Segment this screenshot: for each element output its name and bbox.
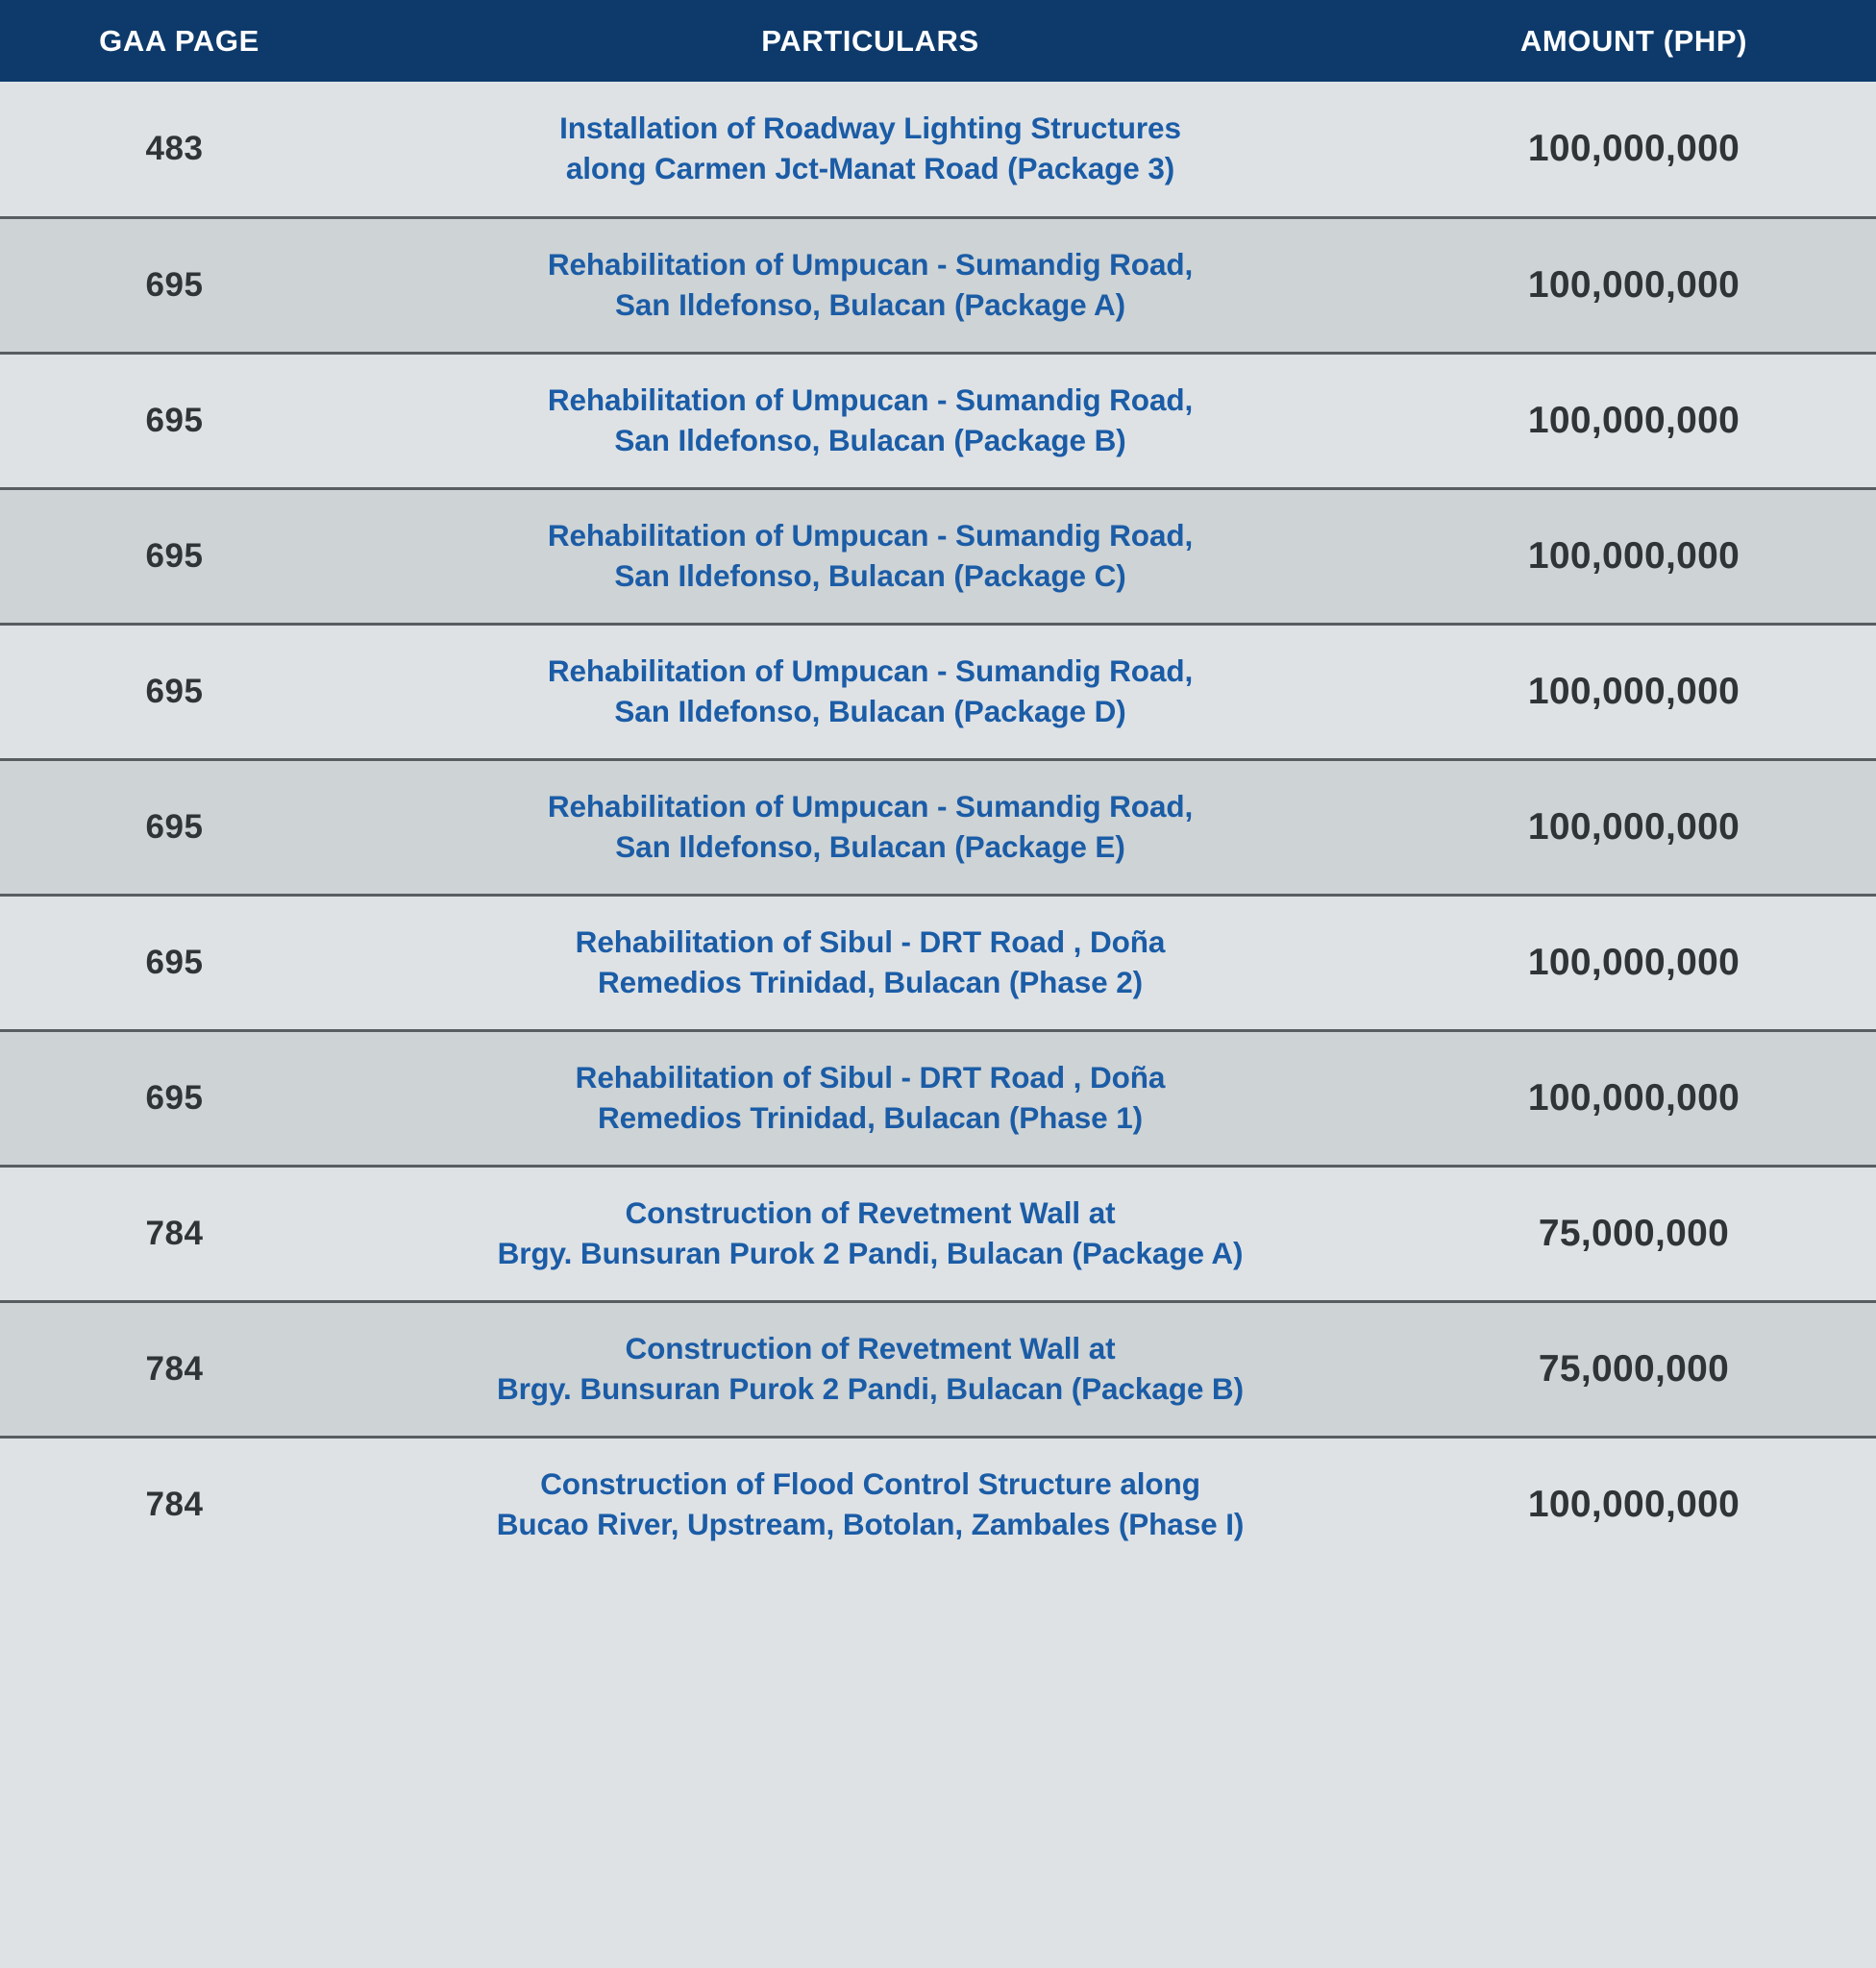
cell-amount: 75,000,000 (1538, 1347, 1730, 1390)
cell-amount: 100,000,000 (1527, 263, 1740, 306)
table-row (0, 353, 1876, 488)
particulars-line-2: San Ildefonso, Bulacan (Package E) (615, 828, 1125, 864)
cell-particulars (349, 1030, 1392, 1166)
cell-gaa-page: 483 (145, 129, 204, 167)
cell-gaa-page: 695 (145, 1078, 204, 1117)
cell-amount: 100,000,000 (1527, 1484, 1740, 1526)
particulars-line-1: Construction of Flood Control Structure along (540, 1466, 1200, 1502)
cell-gaa-page: 695 (145, 265, 204, 304)
column-header-gaa-page: GAA PAGE (99, 23, 259, 58)
cell-amount: 100,000,000 (1527, 534, 1740, 577)
cell-particulars (349, 217, 1392, 353)
particulars-line-2: Bucao River, Upstream, Botolan, Zambales (Phase I) (496, 1507, 1245, 1542)
table-row (0, 624, 1876, 759)
particulars-line-2: San Ildefonso, Bulacan (Package B) (614, 422, 1126, 457)
particulars-line-2: Brgy. Bunsuran Purok 2 Pandi, Bulacan (Package A) (497, 1235, 1244, 1270)
cell-gaa-page: 695 (145, 943, 204, 981)
cell-gaa-page: 695 (145, 807, 204, 846)
table-header (0, 0, 1876, 82)
particulars-line-1: Rehabilitation of Sibul - DRT Road , Doña (575, 1059, 1166, 1095)
particulars-line-1: Rehabilitation of Umpucan - Sumandig Road, (547, 652, 1194, 688)
table-row (0, 1301, 1876, 1437)
particulars-line-2: Remedios Trinidad, Bulacan (Phase 1) (597, 1099, 1144, 1135)
cell-amount: 100,000,000 (1527, 127, 1740, 169)
table-row (0, 1166, 1876, 1301)
particulars-line-1: Construction of Revetment Wall at (625, 1330, 1116, 1365)
particulars-line-2: San Ildefonso, Bulacan (Package A) (614, 286, 1126, 322)
particulars-line-2: Brgy. Bunsuran Purok 2 Pandi, Bulacan (Package B) (497, 1370, 1244, 1406)
particulars-line-1: Installation of Roadway Lighting Structures (559, 110, 1181, 145)
particulars-line-1: Construction of Revetment Wall at (625, 1194, 1116, 1230)
particulars-line-2: San Ildefonso, Bulacan (Package D) (614, 693, 1126, 728)
cell-particulars (349, 1166, 1392, 1301)
cell-amount: 100,000,000 (1527, 670, 1740, 712)
table-row (0, 1437, 1876, 1572)
table-body (0, 82, 1876, 1572)
column-header-particulars: PARTICULARS (761, 23, 979, 58)
cell-amount: 75,000,000 (1538, 1212, 1730, 1254)
table-row (0, 1030, 1876, 1166)
cell-gaa-page: 784 (145, 1349, 204, 1388)
table-header-row (0, 0, 1876, 82)
cell-particulars (349, 895, 1392, 1030)
table-row (0, 82, 1876, 217)
particulars-line-2: Remedios Trinidad, Bulacan (Phase 2) (597, 964, 1144, 999)
cell-gaa-page: 784 (145, 1214, 204, 1252)
cell-particulars (349, 1437, 1392, 1572)
cell-particulars (349, 488, 1392, 624)
cell-amount: 100,000,000 (1527, 805, 1740, 848)
table-row (0, 895, 1876, 1030)
cell-amount: 100,000,000 (1527, 399, 1740, 441)
particulars-line-1: Rehabilitation of Umpucan - Sumandig Road, (547, 788, 1194, 824)
table-row (0, 488, 1876, 624)
cell-gaa-page: 784 (145, 1486, 204, 1524)
table-row (0, 217, 1876, 353)
cell-particulars (349, 624, 1392, 759)
cell-amount: 100,000,000 (1527, 941, 1740, 983)
particulars-line-1: Rehabilitation of Umpucan - Sumandig Road, (547, 246, 1194, 282)
cell-particulars (349, 759, 1392, 895)
cell-gaa-page: 695 (145, 536, 204, 575)
cell-particulars (349, 1301, 1392, 1437)
particulars-line-1: Rehabilitation of Sibul - DRT Road , Doña (575, 923, 1166, 959)
particulars-line-1: Rehabilitation of Umpucan - Sumandig Road, (547, 517, 1194, 553)
particulars-line-2: San Ildefonso, Bulacan (Package C) (614, 557, 1126, 593)
column-header-amount: AMOUNT (PHP) (1519, 23, 1748, 58)
particulars-line-1: Rehabilitation of Umpucan - Sumandig Road, (547, 381, 1194, 417)
cell-particulars (349, 82, 1392, 217)
table-row (0, 759, 1876, 895)
cell-gaa-page: 695 (145, 401, 204, 439)
cell-amount: 100,000,000 (1527, 1076, 1740, 1119)
particulars-line-2: along Carmen Jct-Manat Road (Package 3) (565, 150, 1175, 185)
cell-gaa-page: 695 (145, 672, 204, 710)
cell-particulars (349, 353, 1392, 488)
